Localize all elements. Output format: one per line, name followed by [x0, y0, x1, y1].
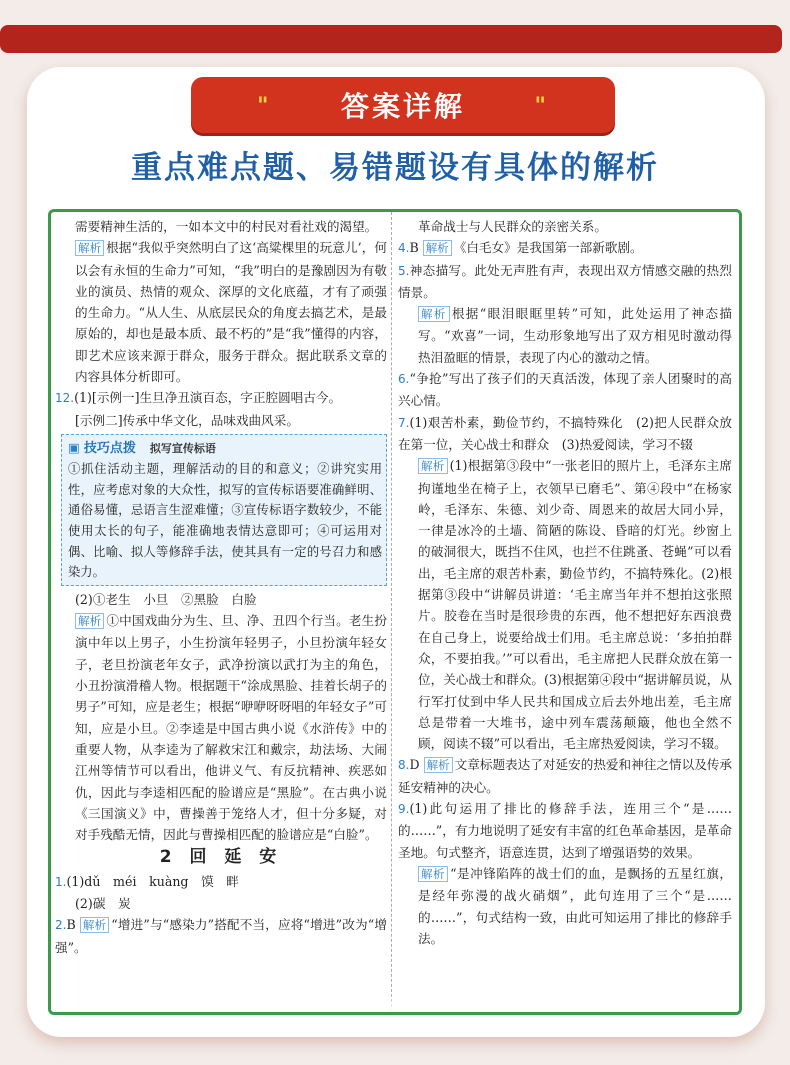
question-1	[55, 871, 387, 893]
analysis-tag: 解析	[80, 917, 109, 933]
analysis-text: 根据“我似乎突然明白了这‘高粱棵里的玩意儿’，何以会有永恒的生命力”可知，“我”明白的是豫剧因为有敬业的演员、热情的观众、深厚的文化底蕴，才有了顽强的生命力。“从人生、从底层民众的角度去搞艺术，是最原始的，却也是最本质、最不朽的”是“我”懂得的内容，即艺术应该来源于群众，服务于群众。据此联系文章的内容具体分析即可。	[75, 240, 387, 385]
answer-line: (2)①老生 小旦 ②黑脸 白脸	[75, 591, 257, 607]
answer-choice: D	[409, 757, 420, 773]
analysis	[55, 610, 387, 845]
analysis-tag: 解析	[418, 866, 448, 882]
answer-text: “争抢”写出了孩子们的天真活泼，体现了亲人团聚时的高兴心情。	[398, 371, 732, 409]
question-number: 7.	[398, 415, 410, 430]
question-number: 6.	[398, 372, 410, 387]
analysis	[55, 237, 387, 387]
answer-line: (2)碳 炭	[75, 895, 131, 911]
lesson-title: 2 回 延 安	[159, 847, 283, 868]
question-5	[398, 260, 732, 304]
question-12	[55, 387, 387, 409]
left-column	[55, 216, 387, 958]
bottom-fade	[51, 994, 739, 1012]
question-7	[398, 412, 732, 456]
analysis-text: “增进”与“感染力”搭配不当，应将“增进”改为“增强”。	[55, 917, 387, 955]
answer-text: (1)此句运用了排比的修辞手法，连用三个“是……的……”，有力地说明了延安有丰富的红色革命基因，是革命圣地。句式整齐，语意连贯，达到了增强语势的效果。	[398, 801, 732, 860]
question-6	[398, 368, 732, 412]
analysis-text: (1)根据第③段中“一张老旧的照片上，毛泽东主席拘谨地坐在椅子上，衣领早已磨毛”、第④段中“在杨家岭，毛泽东、朱德、刘少奇、周恩来的故居大同小异，一律是冰冷的土墙、简陋的陈设、昏暗的灯光。纱窗上的破洞很大，既挡不住风，也拦不住跳蚤、苍蝇”可以看出，毛主席的艰苦朴素，勤俭节约，不搞特殊化。(2)根据第③段中“讲解员讲道：‘毛主席当年并不想拍这张照片。胶卷在当时是很珍贵的东西，他不想把好东西浪费在自己身上，说要给战士们用。毛主席总说：‘多拍拍群众，不要拍我。’”可以看出，毛主席把人民群众放在第一位，关心战士和群众。(3)根据第④段中“据讲解员说，从行军打仗到中华人民共和国成立后去外地出差，毛主席总是带着一大堆书，途中列车震荡颠簸，他也全然不顾，阅读不辍”可以看出，毛主席热爱阅读，学习不辍。	[418, 458, 733, 752]
analysis-tag: 解析	[75, 613, 104, 629]
question-number: 8.	[398, 758, 410, 773]
analysis	[398, 863, 732, 949]
tip-subtitle: 拟写宣传标语	[149, 441, 216, 455]
headline: 重点难点题、易错题设有具体的解析	[131, 150, 659, 186]
answer-text: (1)[示例一]生旦净丑演百态，字正腔圆唱古今。	[74, 390, 342, 406]
analysis-tag: 解析	[418, 306, 450, 322]
analysis	[398, 303, 732, 368]
paragraph: 需要精神生活的，一如本文中的村民对看社戏的渴望。	[75, 219, 378, 234]
analysis-tag: 解析	[75, 240, 104, 256]
analysis-text: 根据“眼泪眼眶里转”可知，此处运用了神态描写。“欢喜”一词，生动形象地写出了双方相见时激动得热泪盈眶的情景，表现了内心的激动之情。	[418, 306, 732, 365]
answer-text: 神态描写。此处无声胜有声，表现出双方情感交融的热烈情景。	[398, 262, 732, 300]
column-divider	[391, 212, 392, 1012]
answer-choice: B	[409, 240, 419, 256]
tip-icon: ▣	[68, 439, 84, 455]
answer-page	[48, 209, 742, 1015]
answer-text: (1)dǔ méi kuàng 馍 畔	[66, 873, 239, 889]
question-4	[398, 237, 732, 259]
question-number: 9.	[398, 802, 410, 817]
answer-text: (1)艰苦朴素，勤俭节约，不搞特殊化 (2)把人民群众放在第一位，关心战士和群众 (3)热爱阅读，学习不辍	[398, 414, 732, 452]
right-column	[398, 216, 732, 949]
analysis-tag: 解析	[418, 458, 448, 474]
tip-body: ①抓住活动主题，理解活动的目的和意义；②讲究实用性，应考虑对象的大众性，拟写的宣传标语要准确鲜明、通俗易懂，忌语言生涩难懂；③宣传标语字数较少，不能使用太长的句子，能准确地表情达意即可；④可运用对偶、比喻、拟人等修辞手法，使其具有一定的号召力和感染力。	[68, 462, 382, 580]
answer-line: [示例二]传承中华文化，品味戏曲风采。	[75, 412, 299, 428]
question-number: 1.	[55, 874, 67, 889]
tip-header	[68, 437, 382, 459]
tip-box	[61, 434, 387, 586]
analysis	[398, 455, 732, 754]
analysis-tag: 解析	[424, 757, 453, 773]
analysis-text: ①中国戏曲分为生、旦、净、丑四个行当。老生扮演中年以上男子，小生扮演年轻男子，小旦扮演年轻女子，老旦扮演老年女子，武净扮演以武打为主的角色，小丑扮演滑稽人物。根据题干“涂成黑脸、挂着长胡子的男子”可知，应是老生；根据“咿咿呀呀唱的年轻女子”可知，应是小旦。②李逵是中国古典小说《水浒传》中的重要人物，从李逵为了解救宋江和戴宗，劫法场、大闹江州等情节可以看出，他讲义气、有反抗精神、疾恶如仇，因此与李逵相匹配的脸谱应是“黑脸”。在古典小说《三国演义》中，曹操善于笼络人才，但十分多疑，对对手残酷无情，因此与曹操相匹配的脸谱应是“白脸”。	[75, 613, 388, 843]
question-8	[398, 754, 732, 798]
banner-title: 答案详解	[340, 90, 465, 123]
question-number: 2.	[55, 918, 67, 933]
top-decor-bar	[0, 25, 782, 53]
banner	[191, 77, 615, 133]
question-2	[55, 914, 387, 958]
analysis-text: 文章标题表达了对延安的热爱和神往之情以及传承延安精神的决心。	[398, 757, 733, 795]
analysis-text: 《白毛女》是我国第一部新歌剧。	[453, 240, 643, 256]
question-number: 4.	[398, 241, 410, 256]
question-number: 12.	[55, 391, 75, 406]
banner-quote-left: "	[257, 94, 272, 119]
question-number: 5.	[398, 263, 410, 278]
analysis-tag: 解析	[423, 240, 452, 256]
banner-quote-right: "	[534, 94, 549, 119]
question-9	[398, 798, 732, 863]
analysis-text: “是冲锋陷阵的战士们的血，是飘扬的五星红旗，是经年弥漫的战火硝烟”，此句连用了三个“是……的……”，句式结构一致，由此可知运用了排比的修辞手法。	[418, 865, 732, 946]
paragraph: 革命战士与人民群众的亲密关系。	[418, 219, 607, 234]
tip-title: 技巧点拨	[83, 440, 136, 456]
answer-choice: B	[66, 917, 76, 933]
